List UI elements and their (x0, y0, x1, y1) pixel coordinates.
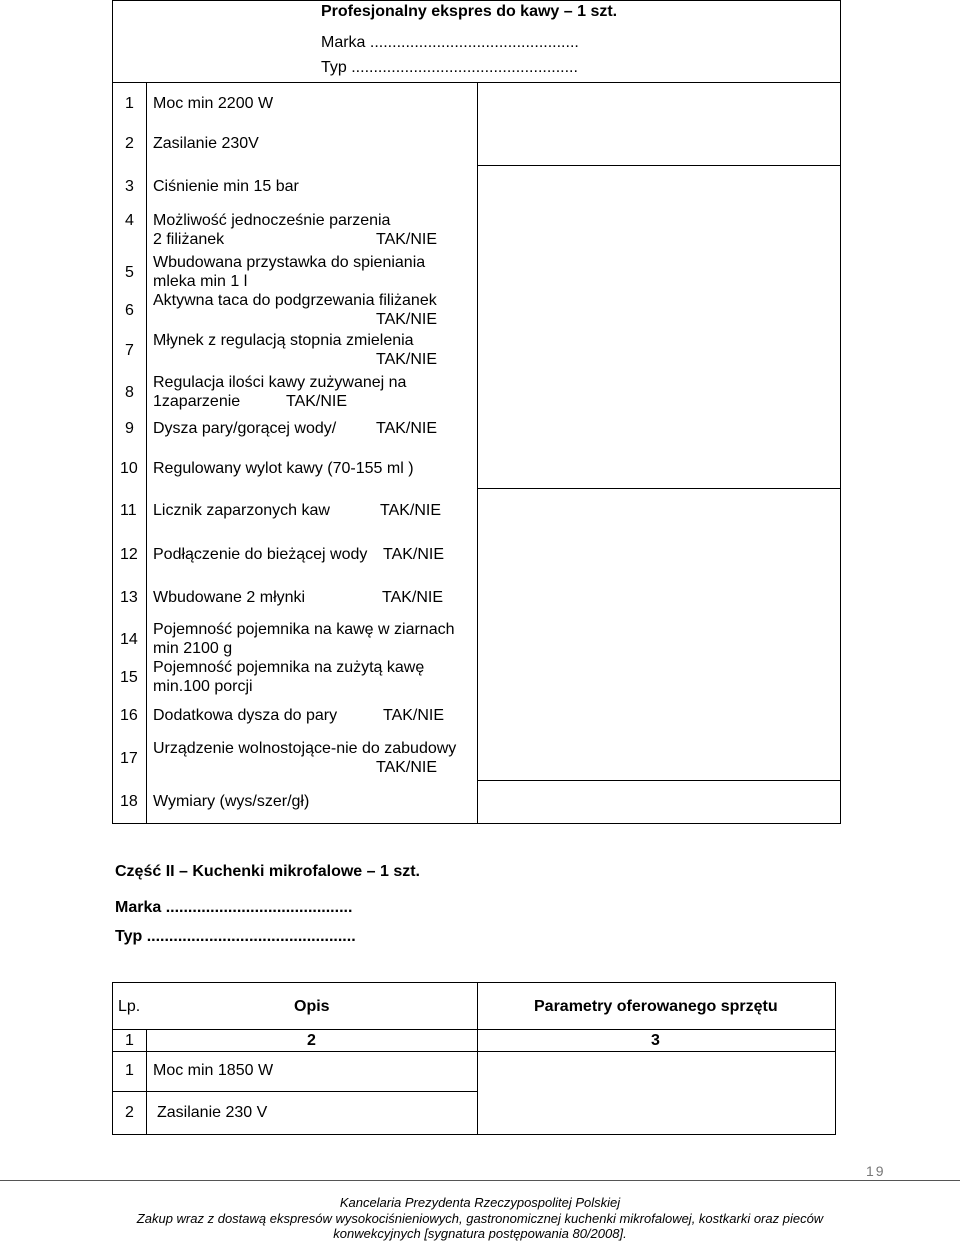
row-description: Moc min 1850 W (153, 1062, 274, 1079)
row-number: 11 (120, 502, 137, 519)
tak-nie-label: TAK/NIE (376, 351, 438, 368)
row-description-line2: 2 filiżanek (153, 231, 225, 248)
row-description: Moc min 2200 W (153, 95, 274, 112)
row-description: Zasilanie 230 V (157, 1104, 268, 1121)
marka-field: Marka ............................................... (321, 34, 579, 51)
row-description: Podłączenie do bieżącej wody (153, 546, 368, 563)
tak-nie-label: TAK/NIE (376, 311, 438, 328)
row-number: 2 (125, 1104, 134, 1121)
row-description: Wbudowana przystawka do spieniania (153, 254, 426, 271)
row-description: Możliwość jednocześnie parzenia (153, 212, 391, 229)
header-parametry: Parametry oferowanego sprzętu (534, 998, 778, 1015)
row-description-line2: min 2100 g (153, 640, 233, 657)
row-description: Ciśnienie min 15 bar (153, 178, 299, 195)
row-number: 16 (120, 707, 138, 724)
index-cell: 3 (651, 1032, 660, 1049)
footer-line-1: Kancelaria Prezydenta Rzeczypospolitej Polskiej (339, 1195, 621, 1210)
footer-line-3: konwekcyjnych [sygnatura postępowania 80/2008]. (333, 1226, 627, 1241)
table-title: Profesjonalny ekspres do kawy – 1 szt. (321, 3, 618, 20)
row-description: Wbudowane 2 młynki (153, 589, 306, 606)
tak-nie-label: TAK/NIE (380, 502, 442, 519)
row-description: Dysza pary/gorącej wody/ (153, 420, 337, 437)
row-number: 6 (125, 302, 134, 319)
section-title: Część II – Kuchenki mikrofalowe – 1 szt. (115, 863, 420, 880)
header-lp: Lp. (118, 998, 141, 1015)
page-number: 19 (866, 1163, 886, 1179)
row-description: Młynek z regulacją stopnia zmielenia (153, 332, 414, 349)
row-number: 1 (125, 95, 134, 112)
tak-nie-label: TAK/NIE (376, 420, 438, 437)
row-description: Wymiary (wys/szer/gł) (153, 793, 310, 810)
row-number: 10 (120, 460, 138, 477)
footer-line-2: Zakup wraz z dostawą ekspresów wysokociśnieniowych, gastronomicznej kuchenki mikrofalowej, kostkarki oraz pieców (136, 1211, 824, 1226)
row-description: Pojemność pojemnika na zużytą kawę (153, 659, 425, 676)
index-cell: 2 (307, 1032, 316, 1049)
row-number: 5 (125, 264, 134, 281)
row-description: Aktywna taca do podgrzewania filiżanek (153, 292, 437, 309)
tak-nie-label: TAK/NIE (382, 589, 444, 606)
row-description: Regulowany wylot kawy (70-155 ml ) (153, 460, 414, 477)
row-number: 2 (125, 135, 134, 152)
tak-nie-label: TAK/NIE (376, 759, 438, 776)
marka-field: Marka .......................................... (115, 899, 353, 916)
tak-nie-label: TAK/NIE (286, 393, 348, 410)
row-number: 18 (120, 793, 138, 810)
row-description: Dodatkowa dysza do pary (153, 707, 338, 724)
tak-nie-label: TAK/NIE (383, 707, 445, 724)
row-number: 1 (125, 1062, 134, 1079)
row-description: Zasilanie 230V (153, 135, 259, 152)
row-number: 7 (125, 342, 134, 359)
typ-field: Typ ............................................... (115, 928, 356, 945)
row-description-line2: mleka min 1 l (153, 273, 248, 290)
row-number: 4 (125, 212, 134, 229)
row-number: 9 (125, 420, 134, 437)
row-description: Regulacja ilości kawy zużywanej na (153, 374, 407, 391)
tak-nie-label: TAK/NIE (376, 231, 438, 248)
row-description-line2: min.100 porcji (153, 678, 253, 695)
index-cell: 1 (125, 1032, 134, 1049)
header-opis: Opis (294, 998, 330, 1015)
typ-field: Typ ................................................... (321, 59, 578, 76)
row-number: 13 (120, 589, 138, 606)
row-number: 17 (120, 750, 138, 767)
row-description-line2: 1zaparzenie (153, 393, 241, 410)
row-number: 14 (120, 631, 138, 648)
row-number: 15 (120, 669, 138, 686)
row-number: 12 (120, 546, 138, 563)
row-description: Pojemność pojemnika na kawę w ziarnach (153, 621, 455, 638)
row-number: 8 (125, 384, 134, 401)
tak-nie-label: TAK/NIE (383, 546, 445, 563)
row-description: Urządzenie wolnostojące-nie do zabudowy (153, 740, 457, 757)
row-number: 3 (125, 178, 134, 195)
row-description: Licznik zaparzonych kaw (153, 502, 330, 519)
